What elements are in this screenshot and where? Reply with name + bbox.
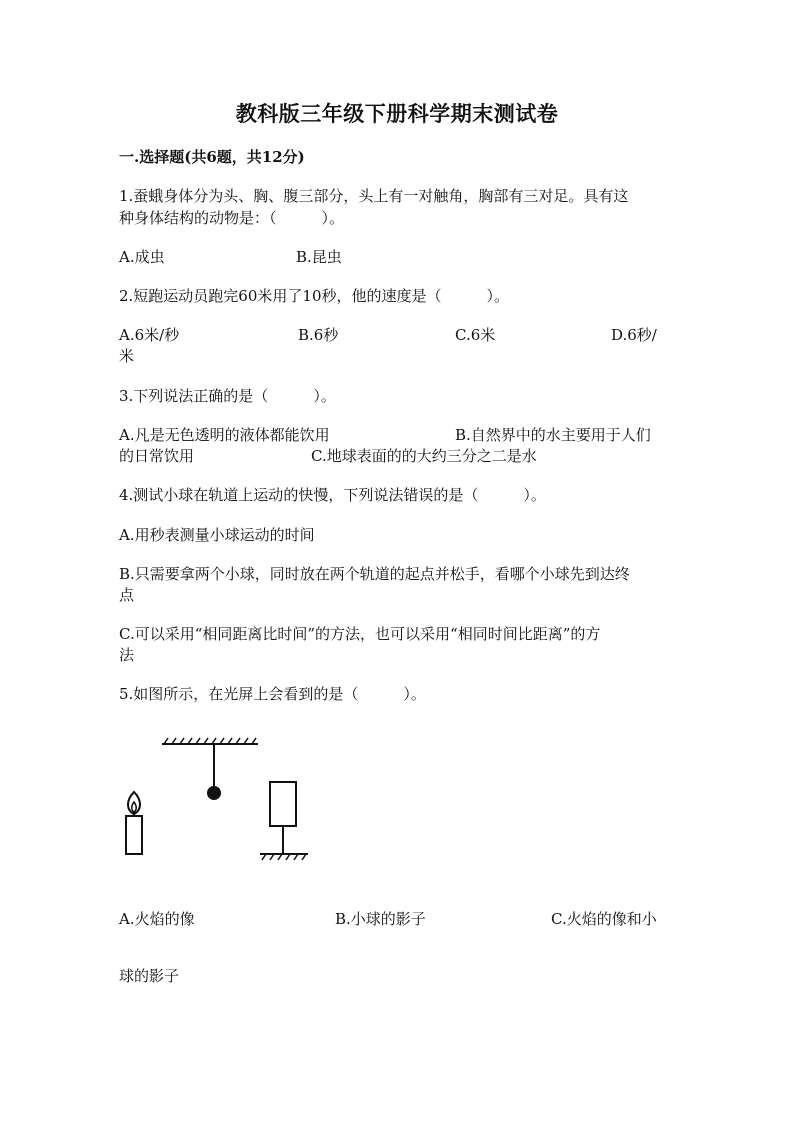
question-5-option-b: B.小球的影子 [335, 910, 426, 928]
question-2-option-d: D.6秒/ [611, 326, 657, 344]
question-2-option-d-cont: 米 [119, 347, 135, 365]
candle [126, 792, 142, 854]
question-1-stem-cont: 种身体结构的动物是：（ ）。 [119, 209, 345, 227]
ceiling-mount [162, 738, 258, 744]
section-heading: 一.选择题(共6题，共12分) [119, 148, 305, 166]
question-4-option-b-cont: 点 [119, 586, 135, 604]
question-3-option-b-cont: 的日常饮用 [119, 447, 195, 465]
question-5-option-c-cont: 球的影子 [119, 967, 180, 985]
question-4-option-b: B.只需要拿两个小球，同时放在两个轨道的起点并松手，看哪个小球先到达终 [119, 565, 630, 583]
optics-diagram [110, 730, 330, 870]
question-2-option-c: C.6米 [455, 326, 496, 344]
exam-title: 教科版三年级下册科学期末测试卷 [235, 101, 559, 126]
question-5-option-c: C.火焰的像和小 [551, 910, 657, 928]
question-3-option-a: A.凡是无色透明的液体都能饮用 [119, 426, 330, 444]
question-3-stem: 3.下列说法正确的是（ ）。 [119, 387, 336, 405]
question-2-stem: 2.短跑运动员跑完60米用了10秒，他的速度是（ ）。 [119, 287, 509, 305]
question-1-option-a: A.成虫 [119, 248, 165, 266]
question-4-stem: 4.测试小球在轨道上运动的快慢，下列说法错误的是（ ）。 [119, 486, 546, 504]
question-3-option-c: C.地球表面的的大约三分之二是水 [311, 447, 537, 465]
question-3-option-b: B.自然界中的水主要用于人们 [455, 426, 651, 444]
question-2-option-a: A.6米/秒 [119, 326, 180, 344]
question-4-option-c: C.可以采用“相同距离比时间”的方法，也可以采用“相同时间比距离”的方 [119, 625, 601, 643]
question-1-option-b: B.昆虫 [296, 248, 342, 266]
question-4-option-c-cont: 法 [119, 646, 135, 664]
question-4-option-a: A.用秒表测量小球运动的时间 [119, 526, 315, 544]
question-5-stem: 5.如图所示，在光屏上会看到的是（ ）。 [119, 685, 426, 703]
light-screen [260, 782, 308, 860]
question-2-option-b: B.6秒 [298, 326, 339, 344]
question-1-stem: 1.蚕蛾身体分为头、胸、腹三部分，头上有一对触角，胸部有三对足。具有这 [119, 187, 629, 205]
question-5-option-a: A.火焰的像 [119, 910, 195, 928]
hanging-ball [207, 786, 221, 800]
